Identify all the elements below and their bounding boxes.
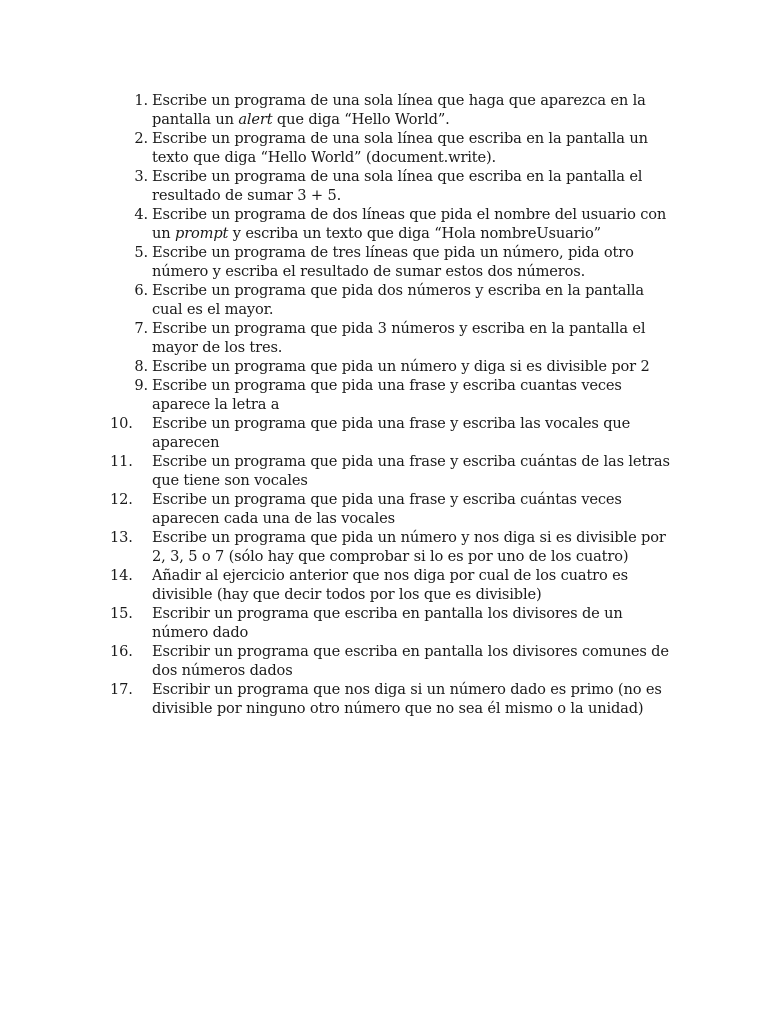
exercise-number: 15. (110, 605, 133, 622)
exercise-emphasis: prompt (175, 225, 229, 242)
exercise-number: 7. (134, 320, 148, 337)
exercise-text: Escribe un programa que pida dos números y escriba en la pantalla cual es el mayor. (152, 282, 644, 318)
exercise-text: Escribe un programa que pida una frase y escriba las vocales que aparecen (152, 415, 631, 451)
exercise-text (152, 91, 670, 129)
exercise-number: 3. (134, 168, 148, 185)
exercise-text: Escribe un programa que pida una frase y escriba cuantas veces aparece la letra a (152, 377, 622, 413)
exercise-item-12 (110, 490, 670, 528)
exercise-number: 1. (134, 92, 148, 109)
exercise-number: 6. (134, 282, 148, 299)
exercise-number: 9. (134, 377, 148, 394)
exercise-number: 12. (110, 491, 133, 508)
exercise-text: Escribe un programa de una sola línea que escriba en la pantalla un texto que diga “Hello World” (document.write). (152, 130, 648, 166)
exercise-item-15 (110, 604, 670, 642)
exercise-text: Escribir un programa que escriba en pantalla los divisores comunes de dos números dados (152, 643, 669, 679)
exercise-item-9 (110, 376, 670, 414)
exercise-item-6 (110, 281, 670, 319)
exercise-text: Escribe un programa que pida un número y nos diga si es divisible por 2, 3, 5 o 7 (sólo hay que comprobar si lo es por uno de los cuatro) (152, 529, 666, 565)
exercise-item-17 (110, 680, 670, 718)
exercise-item-14 (110, 566, 670, 604)
exercise-item-2 (110, 129, 670, 167)
exercise-item-16 (110, 642, 670, 680)
exercise-number: 2. (134, 130, 148, 147)
exercise-number: 11. (110, 453, 133, 470)
exercise-text: Escribe un programa de tres líneas que pida un número, pida otro número y escriba el resultado de sumar estos dos números. (152, 244, 634, 280)
exercise-number: 17. (110, 681, 133, 698)
exercise-emphasis: alert (238, 111, 273, 128)
exercise-number: 16. (110, 643, 133, 660)
exercise-text: Escribe un programa que pida un número y diga si es divisible por 2 (152, 358, 650, 375)
exercise-item-8 (110, 357, 670, 376)
exercise-item-7 (110, 319, 670, 357)
exercise-text: Escribe un programa que pida 3 números y escriba en la pantalla el mayor de los tres. (152, 320, 646, 356)
exercise-number: 14. (110, 567, 133, 584)
exercise-text: Escribir un programa que nos diga si un número dado es primo (no es divisible por ninguno otro número que no sea él mismo o la unidad) (152, 681, 662, 717)
exercise-text: Añadir al ejercicio anterior que nos diga por cual de los cuatro es divisible (hay que decir todos por los que es divisible) (152, 567, 628, 603)
exercise-number: 13. (110, 529, 133, 546)
exercise-number: 5. (134, 244, 148, 261)
exercise-item-13 (110, 528, 670, 566)
exercise-text: Escribir un programa que escriba en pantalla los divisores de un número dado (152, 605, 623, 641)
exercise-text-after: que diga “Hello World”. (272, 111, 450, 128)
exercise-text-before: Escribe un programa de dos líneas que pida el nombre del usuario con un (152, 206, 667, 242)
exercise-number: 10. (110, 415, 133, 432)
exercise-text: Escribe un programa de una sola línea que escriba en la pantalla el resultado de sumar 3 + 5. (152, 168, 643, 204)
exercise-item-11 (110, 452, 670, 490)
exercise-text: Escribe un programa que pida una frase y escriba cuántas de las letras que tiene son vocales (152, 453, 670, 489)
exercise-text-before: Escribe un programa de una sola línea que haga que aparezca en la pantalla un (152, 92, 646, 128)
exercise-text-after: y escriba un texto que diga “Hola nombreUsuario” (228, 225, 601, 242)
exercise-item-5 (110, 243, 670, 281)
exercise-text (152, 205, 670, 243)
exercise-item-1 (110, 91, 670, 129)
exercise-item-10 (110, 414, 670, 452)
exercise-text: Escribe un programa que pida una frase y escriba cuántas veces aparecen cada una de las vocales (152, 491, 622, 527)
exercise-number: 8. (134, 358, 148, 375)
exercise-number: 4. (134, 206, 148, 223)
exercise-item-4 (110, 205, 670, 243)
exercise-list (110, 91, 670, 718)
exercise-item-3 (110, 167, 670, 205)
